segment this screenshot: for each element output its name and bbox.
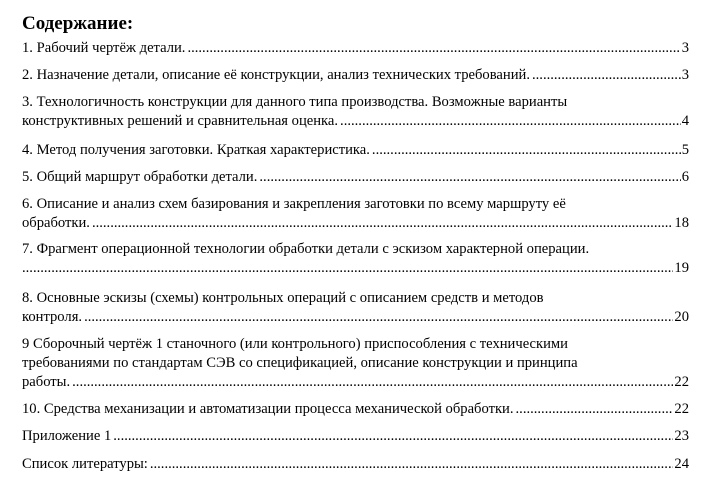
toc-entry-text: конструктивных решений и сравнительная оценка. <box>22 113 339 129</box>
toc-entry-text: 10. Средства механизации и автоматизации процесса механической обработки. <box>22 401 514 417</box>
toc-entry-text: 5. Общий маршрут обработки детали. <box>22 169 258 185</box>
toc-entry-text-line: требованиями по стандартам СЭВ со спецификацией, описание конструкции и принципа <box>22 355 578 371</box>
toc-page-number: 23 <box>674 428 689 444</box>
toc-entry <box>22 289 689 327</box>
toc-entry-text: 2. Назначение детали, описание её конструкции, анализ технических требований. <box>22 67 530 83</box>
toc-entry <box>22 195 689 233</box>
toc-page-number: 20 <box>674 309 689 325</box>
toc-page-number: 5 <box>681 142 689 158</box>
toc-entry-text-line: 6. Описание и анализ схем базирования и закрепления заготовки по всему маршруту её <box>22 196 566 212</box>
toc-page-number: 19 <box>674 260 689 276</box>
dot-leader <box>72 373 673 392</box>
toc-entry-text: 4. Метод получения заготовки. Краткая характеристика. <box>22 142 370 158</box>
toc-page-number: 3 <box>681 67 689 83</box>
dot-leader <box>113 427 673 446</box>
dot-leader <box>22 259 673 278</box>
dot-leader <box>187 39 680 58</box>
toc-entry-text: работы. <box>22 374 71 390</box>
toc-entry-text: обработки. <box>22 215 90 231</box>
toc-page-number: 4 <box>681 113 689 129</box>
toc-page-number: 22 <box>674 374 689 390</box>
toc-entry-text-line: 9 Сборочный чертёж 1 станочного (или контрольного) приспособления с техническими <box>22 336 568 352</box>
dot-leader <box>516 400 674 419</box>
toc-entry-text: Список литературы: <box>22 456 148 472</box>
toc-entry-text: 1. Рабочий чертёж детали. <box>22 40 186 56</box>
toc-page-number: 3 <box>681 40 689 56</box>
dot-leader <box>340 112 681 131</box>
toc-entry-text: Приложение 1 <box>22 428 112 444</box>
toc-page-number: 22 <box>674 401 689 417</box>
toc-entry <box>22 427 689 446</box>
dot-leader <box>150 455 674 474</box>
toc-entry <box>22 335 689 392</box>
dot-leader <box>532 66 681 85</box>
toc-entry <box>22 240 689 278</box>
toc-title: Содержание: <box>22 13 134 34</box>
toc-entry <box>22 455 689 474</box>
toc-entry <box>22 141 689 160</box>
toc-entry <box>22 93 689 131</box>
toc-page-number: 6 <box>681 169 689 185</box>
toc-entry <box>22 168 689 187</box>
toc-entry-text-line: 7. Фрагмент операционной технологии обработки детали с эскизом характерной операции. <box>22 241 590 257</box>
toc-page-number: 24 <box>674 456 689 472</box>
toc-entry <box>22 400 689 419</box>
dot-leader <box>92 214 673 233</box>
toc-entry-text-line: 8. Основные эскизы (схемы) контрольных операций с описанием средств и методов <box>22 290 544 306</box>
toc-entry-text-line: 3. Технологичность конструкции для данного типа производства. Возможные варианты <box>22 94 568 110</box>
toc-page-number: 18 <box>674 215 689 231</box>
toc-entry <box>22 66 689 85</box>
dot-leader <box>259 168 680 187</box>
dot-leader <box>372 141 681 160</box>
toc-entry <box>22 39 689 58</box>
dot-leader <box>84 308 673 327</box>
toc-entry-text: контроля. <box>22 309 83 325</box>
